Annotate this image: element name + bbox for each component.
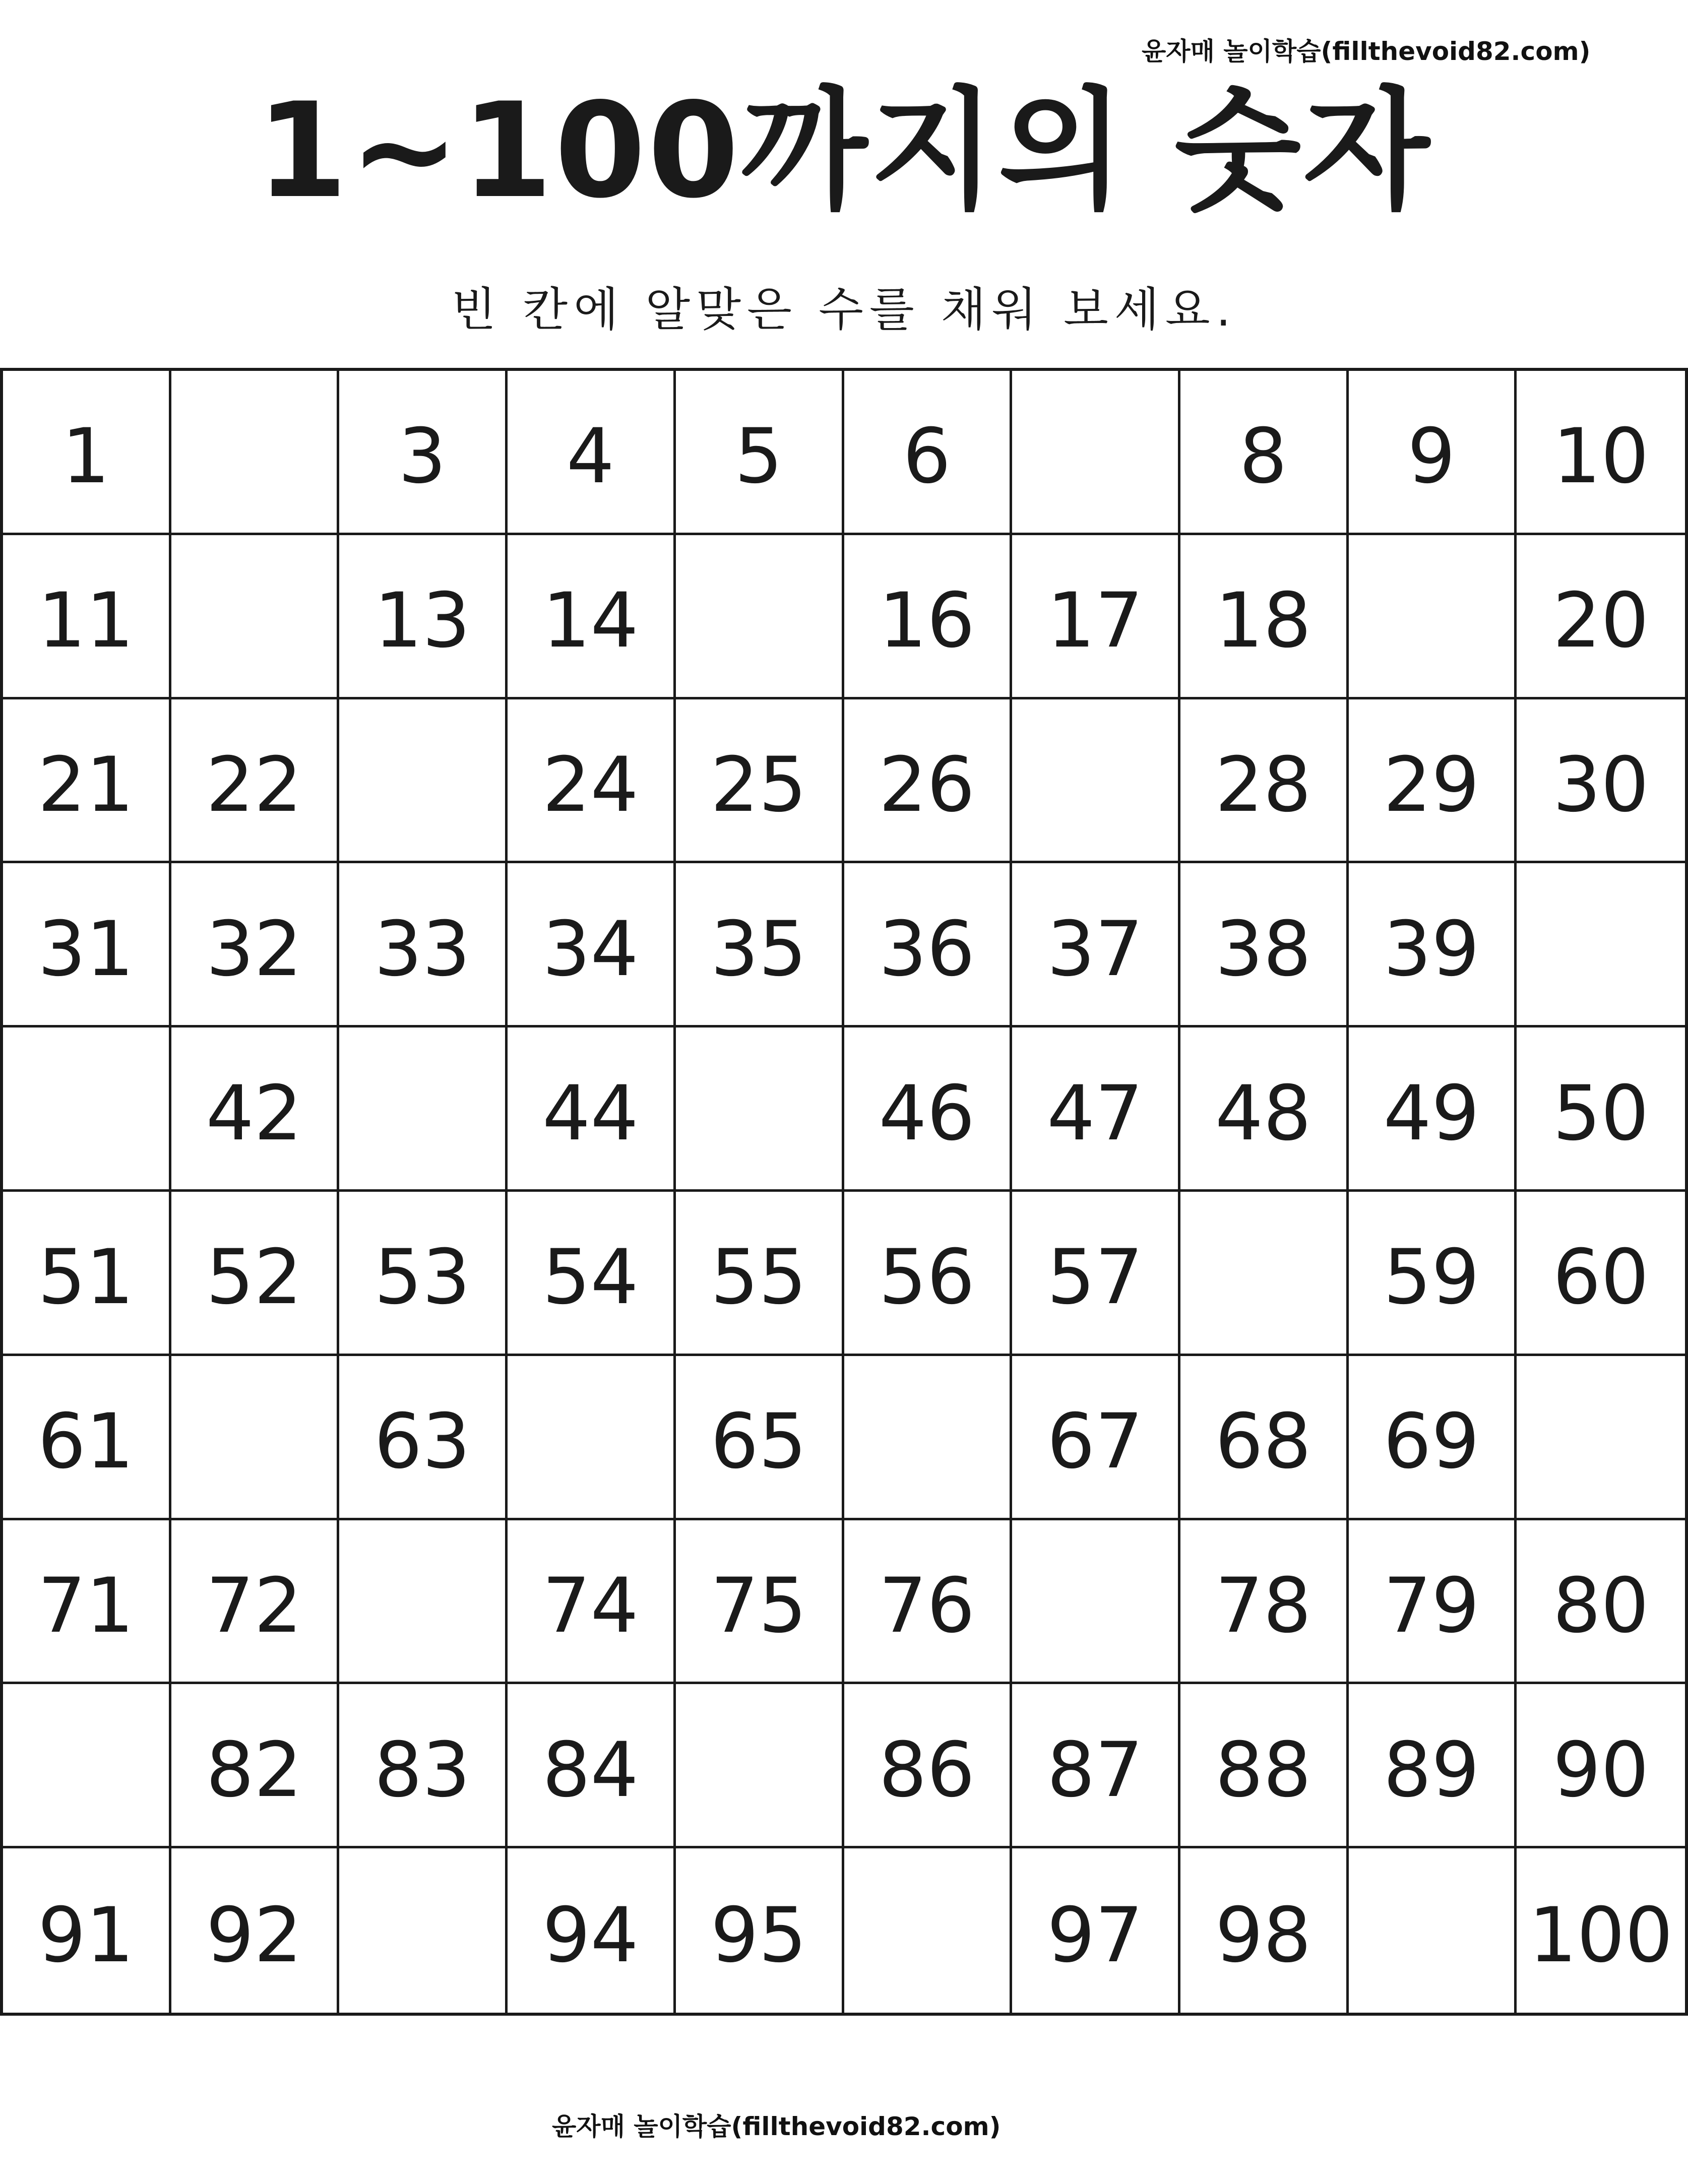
number-cell: 37: [1012, 863, 1180, 1027]
blank-cell[interactable]: [339, 1027, 508, 1192]
number-cell: 60: [1517, 1192, 1685, 1356]
number-cell: 9: [1349, 371, 1517, 535]
number-grid: [0, 368, 1688, 2016]
number-cell: 36: [844, 863, 1013, 1027]
number-cell: 44: [508, 1027, 676, 1192]
number-cell: 67: [1012, 1356, 1180, 1520]
number-cell: 17: [1012, 535, 1180, 699]
number-cell: 91: [3, 1848, 171, 2013]
number-cell: 56: [844, 1192, 1013, 1356]
number-cell: 16: [844, 535, 1013, 699]
number-cell: 21: [3, 699, 171, 864]
number-cell: 47: [1012, 1027, 1180, 1192]
site-credit-top: 윤자매 놀이학습(fillthevoid82.com): [1142, 37, 1591, 66]
blank-cell[interactable]: [1180, 1192, 1349, 1356]
number-cell: 59: [1349, 1192, 1517, 1356]
number-cell: 6: [844, 371, 1013, 535]
number-cell: 90: [1517, 1684, 1685, 1848]
instruction-text: 빈 칸에 알맞은 수를 채워 보세요.: [451, 283, 1237, 337]
blank-cell[interactable]: [339, 699, 508, 864]
blank-cell[interactable]: [1517, 863, 1685, 1027]
number-cell: 22: [171, 699, 340, 864]
number-cell: 53: [339, 1192, 508, 1356]
number-cell: 54: [508, 1192, 676, 1356]
number-cell: 72: [171, 1520, 340, 1685]
blank-cell[interactable]: [676, 1027, 844, 1192]
number-cell: 80: [1517, 1520, 1685, 1685]
number-cell: 33: [339, 863, 508, 1027]
number-cell: 100: [1528, 1892, 1673, 1980]
number-cell: 8: [1180, 371, 1349, 535]
number-cell: 92: [171, 1848, 340, 2013]
number-cell: 29: [1349, 699, 1517, 864]
number-cell: 10: [1517, 371, 1685, 535]
number-cell: 32: [171, 863, 340, 1027]
number-cell: 18: [1180, 535, 1349, 699]
blank-cell[interactable]: [844, 1848, 1013, 2013]
number-cell: 75: [676, 1520, 844, 1685]
number-cell: 35: [676, 863, 844, 1027]
number-cell: 49: [1349, 1027, 1517, 1192]
number-cell: 4: [508, 371, 676, 535]
number-cell: 97: [1012, 1848, 1180, 2013]
number-cell: 84: [508, 1684, 676, 1848]
number-cell: 61: [3, 1356, 171, 1520]
blank-cell[interactable]: [1012, 371, 1180, 535]
number-cell: 42: [171, 1027, 340, 1192]
number-cell: 13: [339, 535, 508, 699]
blank-cell[interactable]: [339, 1520, 508, 1685]
number-cell: 48: [1180, 1027, 1349, 1192]
number-cell: 71: [3, 1520, 171, 1685]
number-cell: 11: [3, 535, 171, 699]
number-cell: 20: [1517, 535, 1685, 699]
page-title: 1~100까지의 숫자: [256, 75, 1432, 227]
blank-cell[interactable]: [339, 1848, 508, 2013]
number-cell: 98: [1180, 1848, 1349, 2013]
blank-cell[interactable]: [1012, 1520, 1180, 1685]
blank-cell[interactable]: [3, 1684, 171, 1848]
number-cell: 87: [1012, 1684, 1180, 1848]
number-cell: 94: [508, 1848, 676, 2013]
blank-cell[interactable]: [1012, 699, 1180, 864]
number-cell: 38: [1180, 863, 1349, 1027]
number-cell: 1: [3, 371, 171, 535]
blank-cell[interactable]: [171, 535, 340, 699]
number-cell: 68: [1180, 1356, 1349, 1520]
blank-cell[interactable]: [3, 1027, 171, 1192]
number-cell: 65: [676, 1356, 844, 1520]
number-cell: 51: [3, 1192, 171, 1356]
number-cell: 31: [3, 863, 171, 1027]
number-cell: 14: [508, 535, 676, 699]
number-cell: 95: [676, 1848, 844, 2013]
number-cell: 88: [1180, 1684, 1349, 1848]
number-cell: 86: [844, 1684, 1013, 1848]
number-cell: 63: [339, 1356, 508, 1520]
number-cell: 74: [508, 1520, 676, 1685]
number-cell: 79: [1349, 1520, 1517, 1685]
number-cell: 69: [1349, 1356, 1517, 1520]
blank-cell[interactable]: [171, 1356, 340, 1520]
number-cell: 24: [508, 699, 676, 864]
blank-cell[interactable]: [676, 1684, 844, 1848]
number-cell: 30: [1517, 699, 1685, 864]
number-cell: 55: [676, 1192, 844, 1356]
blank-cell[interactable]: [171, 371, 340, 535]
number-cell: 82: [171, 1684, 340, 1848]
number-cell: 52: [171, 1192, 340, 1356]
number-cell: 25: [676, 699, 844, 864]
blank-cell[interactable]: [1349, 535, 1517, 699]
number-cell: 28: [1180, 699, 1349, 864]
blank-cell[interactable]: [676, 535, 844, 699]
number-cell: 3: [339, 371, 508, 535]
blank-cell[interactable]: [844, 1356, 1013, 1520]
blank-cell[interactable]: [1349, 1848, 1517, 2013]
number-cell: 39: [1349, 863, 1517, 1027]
number-cell: 34: [508, 863, 676, 1027]
number-cell: 57: [1012, 1192, 1180, 1356]
number-cell: 26: [844, 699, 1013, 864]
blank-cell[interactable]: [508, 1356, 676, 1520]
site-credit-bottom: 윤자매 놀이학습(fillthevoid82.com): [552, 2112, 1001, 2141]
number-cell: 50: [1517, 1027, 1685, 1192]
number-cell: 76: [844, 1520, 1013, 1685]
blank-cell[interactable]: [1517, 1356, 1685, 1520]
number-cell: 83: [339, 1684, 508, 1848]
number-cell: 89: [1349, 1684, 1517, 1848]
number-cell: 78: [1180, 1520, 1349, 1685]
number-cell: 5: [676, 371, 844, 535]
number-cell: 46: [844, 1027, 1013, 1192]
